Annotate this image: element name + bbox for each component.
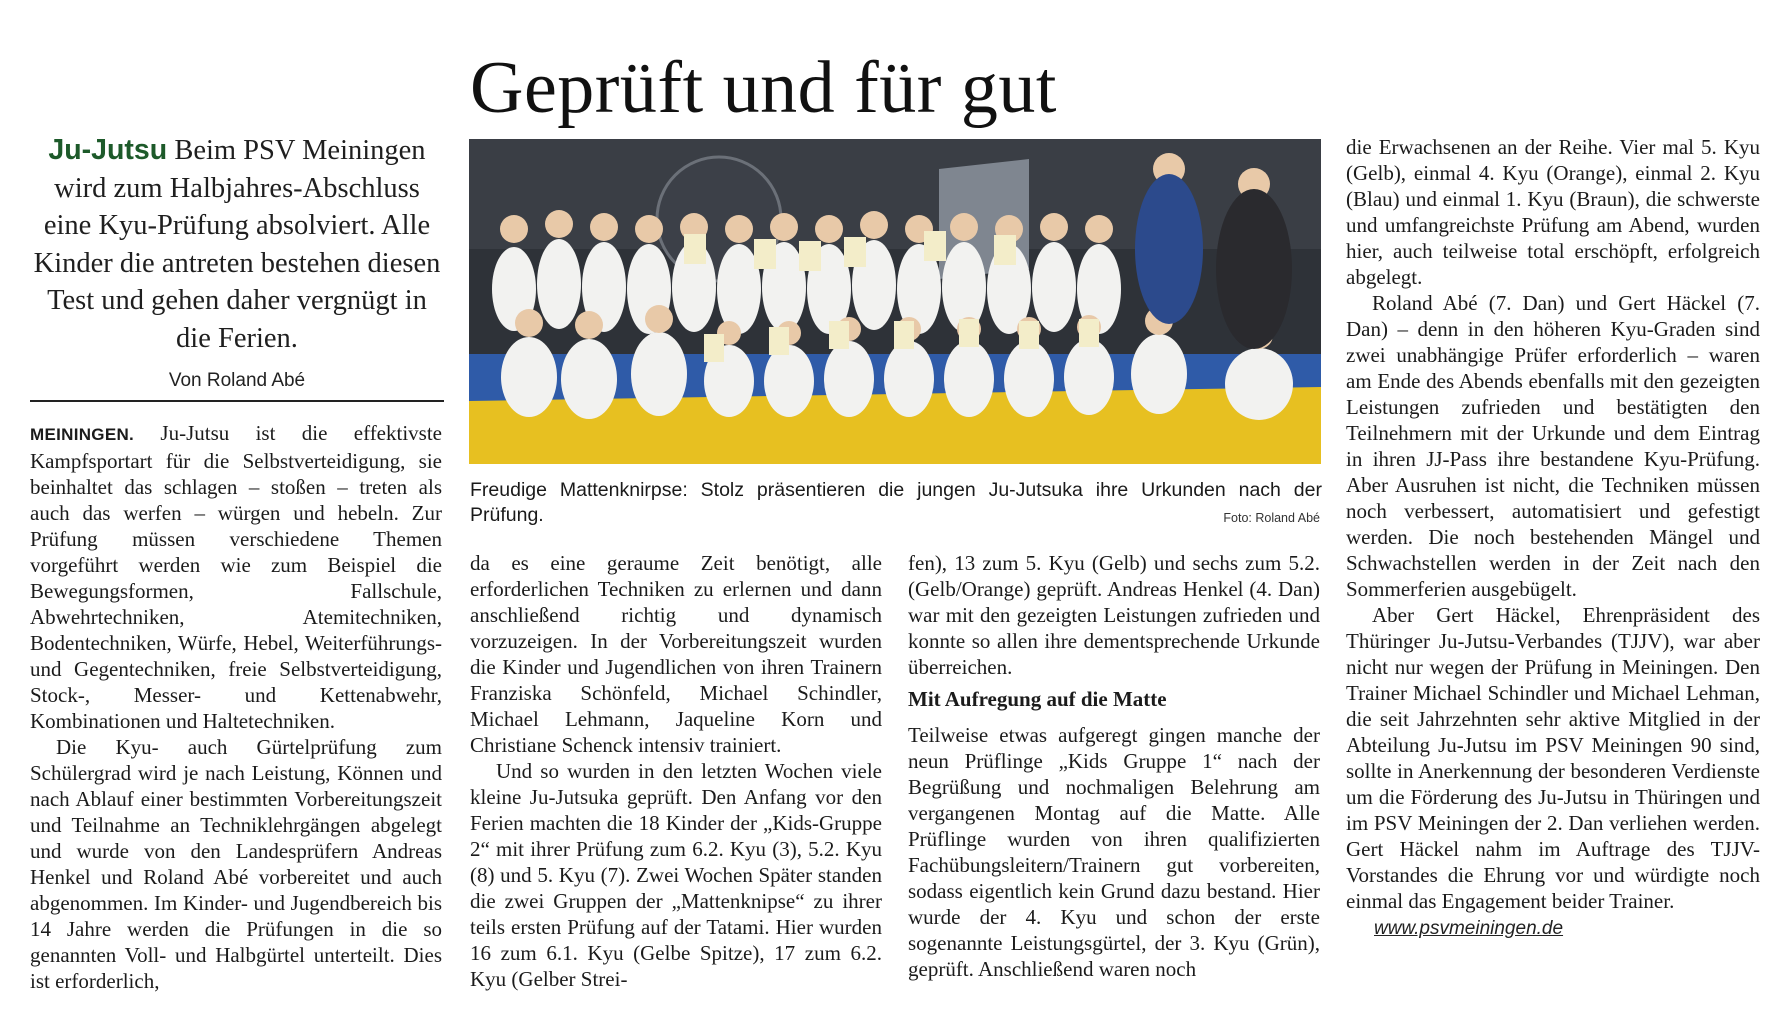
article-column-2 xyxy=(470,550,882,992)
paragraph: Ju-Jutsu ist die effektivste Kampfsportart für die Selbstverteidigung, sie beinhaltet das schlagen – stoßen – treten als auch das werfen – würgen und hebeln. Zur Prüfung müssen verschiedene Themen vorgeführt werden wie zum Beispiel die Bewegungsformen, Fallschule, Abwehrtechniken, Atemitechniken, Bodentechniken, Würfe, Hebel, Weiterführungs- und Gegentechniken, freie Selbstverteidigung, Stock-, Messer- und Kettenabwehr, Kombinationen und Haltetechniken. xyxy=(30,421,443,733)
group-photo xyxy=(469,139,1321,464)
article-column-1 xyxy=(30,420,442,994)
paragraph: Teilweise etwas aufgeregt gingen manche der neun Prüflinge „Kids Gruppe 1“ nach der Begrüßung und nochmaligen Belehrung am vergangenen Montag auf die Matte. Alle Prüflinge wurden von ihren qualifizierten Fachübungsleitern/Trainern gut vorbereiten, sodass eigentlich kein Grund dazu bestand. Hier wurde der 4. Kyu und schon der erste sogenannte Leistungsgürtel, der 3. Kyu (Grün), geprüft. Anschließend waren noch xyxy=(908,723,1320,981)
website-link[interactable]: www.psvmeiningen.de xyxy=(1374,918,1564,939)
photo-credit: Foto: Roland Abé xyxy=(1223,511,1320,525)
intro-text: Beim PSV Meiningen wird zum Halbjahres-Abschluss eine Kyu-Prüfung absolviert. Alle Kinder die antreten bestehen diesen Test und gehen daher vergnügt in die Ferien. xyxy=(33,135,441,354)
subheading: Mit Aufregung auf die Matte xyxy=(908,687,1167,711)
dateline: MEININGEN. xyxy=(30,425,135,444)
paragraph: Aber Gert Häckel, Ehrenpräsident des Thüringer Ju-Jutsu-Verbandes (TJJV), war aber nicht nur wegen der Prüfung in Meiningen. Den Trainer Michael Schindler und Michael Lehman, die seit Jahrzehnten sehr aktive Mitglied in der Abteilung Ju-Jutsu im PSV Meiningen 90 sind, sollte in Anerkennung der besonderen Verdienste um die Förderung des Ju-Jutsu in Thüringen und im PSV Meiningen der 2. Dan verliehen werden. Gert Häckel nahm im Auftrage des TJJV-Vorstandes die Ehrung vor und würdigte noch einmal das Engagement beider Trainer. xyxy=(1346,603,1760,913)
paragraph: die Erwachsenen an der Reihe. Vier mal 5. Kyu (Gelb), einmal 4. Kyu (Orange), einmal 2. Kyu (Blau) und einmal 1. Kyu (Braun), die schwerste und umfangreichste Prüfung am Abend, wurden hier, auch teilweise total erschöpft, erfolgreich abgelegt. xyxy=(1346,135,1760,289)
intro-teaser xyxy=(30,132,444,357)
photo-caption: Freudige Mattenknirpse: Stolz präsentieren die jungen Ju-Jutsuka ihre Urkunden nach der Prüfung. xyxy=(470,479,1322,526)
kicker: Ju-Jutsu xyxy=(48,134,168,166)
article-column-3 xyxy=(908,550,1320,982)
headline: Geprüft und für gut xyxy=(470,47,1057,129)
byline: Von Roland Abé xyxy=(168,370,306,391)
paragraph: fen), 13 zum 5. Kyu (Gelb) und sechs zum 5.2. (Gelb/Orange) geprüft. Andreas Henkel (4. Dan) war mit den gezeigten Leistungen zufrieden und konnte so allen ihre dementsprechende Urkunde überreichen. xyxy=(908,551,1320,679)
article-column-4 xyxy=(1346,134,1760,942)
paragraph: Roland Abé (7. Dan) und Gert Häckel (7. Dan) – denn in den höheren Kyu-Graden sind zwei unabhängige Prüfer erforderlich – waren am Ende des Abends ebenfalls mit den gezeigten Leistungen zufrieden und bestätigten den Teilnehmern mit der Urkunde und dem Eintrag in ihren JJ-Pass ihre bestandene Kyu-Prüfung. Aber Ausruhen ist nicht, die Techniken müssen noch verbessert, automatisiert und gefestigt werden. Die noch bestehenden Mängel und Schwachstellen werden in der Zeit nach den Sommerferien ausgebügelt. xyxy=(1346,291,1760,601)
paragraph: Die Kyu- auch Gürtelprüfung zum Schülergrad wird je nach Leistung, Können und nach Ablauf einer bestimmten Vorbereitungszeit und Teilnahme an Techniklehrgängen abgelegt und wurde von den Landesprüfern Andreas Henkel und Roland Abé vorbereitet und auch abgenommen. Im Kinder- und Jugendbereich bis 14 Jahre werden die Prüfungen in die so genannten Voll- und Halbgürtel unterteilt. Dies ist erforderlich, xyxy=(30,735,442,993)
paragraph: da es eine geraume Zeit benötigt, alle erforderlichen Techniken zu erlernen und dann anschließend richtig und dynamisch vorzuzeigen. In der Vorbereitungszeit wurden die Kinder und Jugendlichen von ihren Trainern Franziska Schönfeld, Michael Schindler, Michael Lehmann, Jaqueline Korn und Christiane Schenck intensiv trainiert. xyxy=(470,551,882,757)
paragraph: Und so wurden in den letzten Wochen viele kleine Ju-Jutsuka geprüft. Den Anfang vor den Ferien machten die 18 Kinder der „Kids-Gruppe 2“ mit ihrer Prüfung zum 6.2. Kyu (3), 5.2. Kyu (8) und 5. Kyu (7). Zwei Wochen Später standen die zwei Gruppen der „Mattenknipse“ zu ihrer teils ersten Prüfung auf der Tatami. Hier wurden 16 zum 6.1. Kyu (Gelbe Spitze), 17 zum 6.2. Kyu (Gelber Strei- xyxy=(470,759,882,991)
divider xyxy=(30,400,444,402)
